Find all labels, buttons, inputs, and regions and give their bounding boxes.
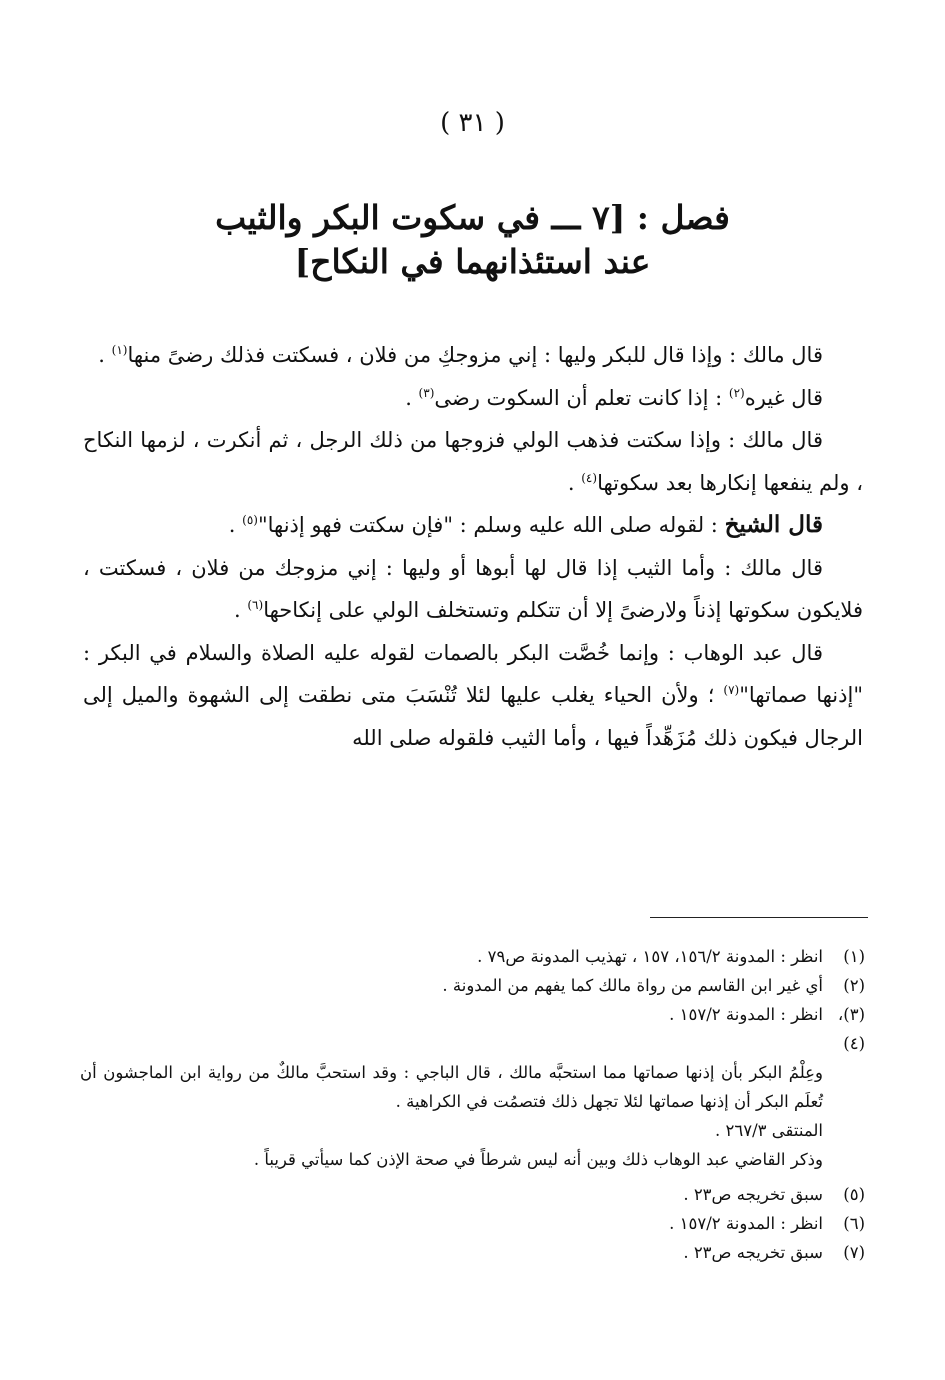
footnote-1 bbox=[80, 942, 865, 971]
footnote-2 bbox=[80, 971, 865, 1000]
footnote-5 bbox=[80, 1180, 865, 1209]
chapter-title bbox=[80, 196, 865, 284]
footnote-number: (١) bbox=[843, 947, 865, 966]
footnote-ref-4: (٤) bbox=[581, 470, 598, 485]
paragraph-1-end: . bbox=[98, 343, 112, 367]
paragraph-3-end: . bbox=[567, 470, 582, 495]
paragraph-4 bbox=[83, 504, 863, 547]
paragraph-3 bbox=[83, 419, 863, 504]
footnote-text: سبق تخريجه ص٢٣ . bbox=[683, 1185, 823, 1204]
footnote-3-4 bbox=[80, 1000, 865, 1058]
footnotes bbox=[80, 942, 865, 1267]
footnote-ref-2: (٢) bbox=[728, 385, 745, 400]
chapter-title-line-1: فصل : [٧ ـــ في سكوت البكر والثيب bbox=[215, 198, 730, 237]
paragraph-6-text-a: قال عبد الوهاب : وإنما خُصَّت البكر بالصمات لقوله عليه الصلاة والسلام في البكر : "إذنها صماتها" bbox=[83, 640, 863, 707]
footnote-ref-7: (٧) bbox=[723, 683, 740, 697]
paragraph-2 bbox=[83, 377, 863, 420]
footnote-text: وعِلْمُ البكر بأن إذنها صماتها مما استحبَّه مالك ، قال الباجي : وقد استحبَّ مالكٌ من رواية ابن الماجشون أن تُعلَم البكر أن إذنها صماتها لئلا تجهل ذلك فتصمُت في الكراهية . bbox=[80, 1063, 823, 1111]
footnote-continuation-2 bbox=[80, 1116, 865, 1145]
paragraph-4-end: . bbox=[228, 513, 243, 537]
footnote-continuation-1 bbox=[80, 1058, 865, 1116]
paragraph-5-end: . bbox=[234, 598, 248, 622]
sheikh-label: قال الشيخ bbox=[724, 511, 823, 538]
paragraph-6 bbox=[83, 632, 863, 760]
paragraph-2-end: . bbox=[405, 385, 419, 410]
main-text bbox=[83, 334, 863, 759]
paragraph-2-text: قال غيره bbox=[744, 385, 823, 410]
paragraph-1 bbox=[83, 334, 863, 377]
footnote-continuation-3 bbox=[80, 1145, 865, 1174]
footnote-text: أي غير ابن القاسم من رواة مالك كما يفهم من المدونة . bbox=[442, 976, 823, 995]
footnote-number: (٥) bbox=[843, 1185, 865, 1204]
paragraph-1-text: قال مالك : وإذا قال للبكر وليها : إني مزوجكِ من فلان ، فسكتت فذلك رضىً منها bbox=[127, 343, 823, 367]
footnote-ref-6: (٦) bbox=[247, 598, 264, 612]
footnote-number: (٣)،(٤) bbox=[837, 1005, 865, 1053]
footnote-separator bbox=[650, 917, 868, 918]
footnote-7 bbox=[80, 1238, 865, 1267]
footnote-text: انظر : المدونة ١٥٧/٢ . bbox=[669, 1214, 823, 1233]
footnote-number: (٧) bbox=[843, 1243, 865, 1262]
footnote-ref-5: (٥) bbox=[242, 513, 258, 527]
footnote-text: انظر : المدونة ١٥٧/٢ . bbox=[669, 1005, 823, 1024]
paragraph-5-text: قال مالك : وأما الثيب إذا قال لها أبوها أو وليها : إني مزوجك من فلان ، فسكتت ، فلايكون سكوتها إذناً ولارضىً إلا أن تتكلم وتستخلف الولي على إنكاحها bbox=[83, 555, 863, 622]
paragraph-6-text-b: ؛ ولأن الحياء يغلب عليها لئلا تُنْسَبَ متى نطقت إلى الشهوة والميل إلى الرجال فيكون ذلك مُزَهِّداً فيها ، وأما الثيب فلقوله صلى الله bbox=[83, 683, 863, 750]
chapter-title-line-2: عند استئذانهما في النكاح] bbox=[294, 242, 651, 281]
footnote-text: وذكر القاضي عبد الوهاب ذلك وبين أنه ليس شرطاً في صحة الإذن كما سيأتي قريباً . bbox=[253, 1150, 823, 1169]
paragraph-4-text: : لقوله صلى الله عليه وسلم : "فإن سكتت فهو إذنها" bbox=[257, 513, 725, 537]
footnote-number: (٢) bbox=[843, 976, 865, 995]
footnote-text: انظر : المدونة ١٥٦/٢، ١٥٧ ، تهذيب المدونة ص٧٩ . bbox=[477, 947, 823, 966]
footnote-6 bbox=[80, 1209, 865, 1238]
page-number: ( ٣١ ) bbox=[440, 108, 505, 138]
paragraph-5 bbox=[83, 547, 863, 632]
footnote-number: (٦) bbox=[843, 1214, 865, 1233]
footnote-text: المنتقى ٢٦٧/٣ . bbox=[715, 1121, 823, 1140]
footnote-ref-1: (١) bbox=[111, 343, 128, 357]
paragraph-3-text: قال مالك : وإذا سكتت فذهب الولي فزوجها من ذلك الرجل ، ثم أنكرت ، لزمها النكاح ، ولم ينفعها إنكارها بعد سكوتها bbox=[83, 428, 863, 495]
footnote-text: سبق تخريجه ص٢٣ . bbox=[683, 1243, 823, 1262]
paragraph-2-mid: : إذا كانت تعلم أن السكوت رضى bbox=[434, 385, 729, 410]
footnote-ref-3: (٣) bbox=[418, 385, 435, 400]
